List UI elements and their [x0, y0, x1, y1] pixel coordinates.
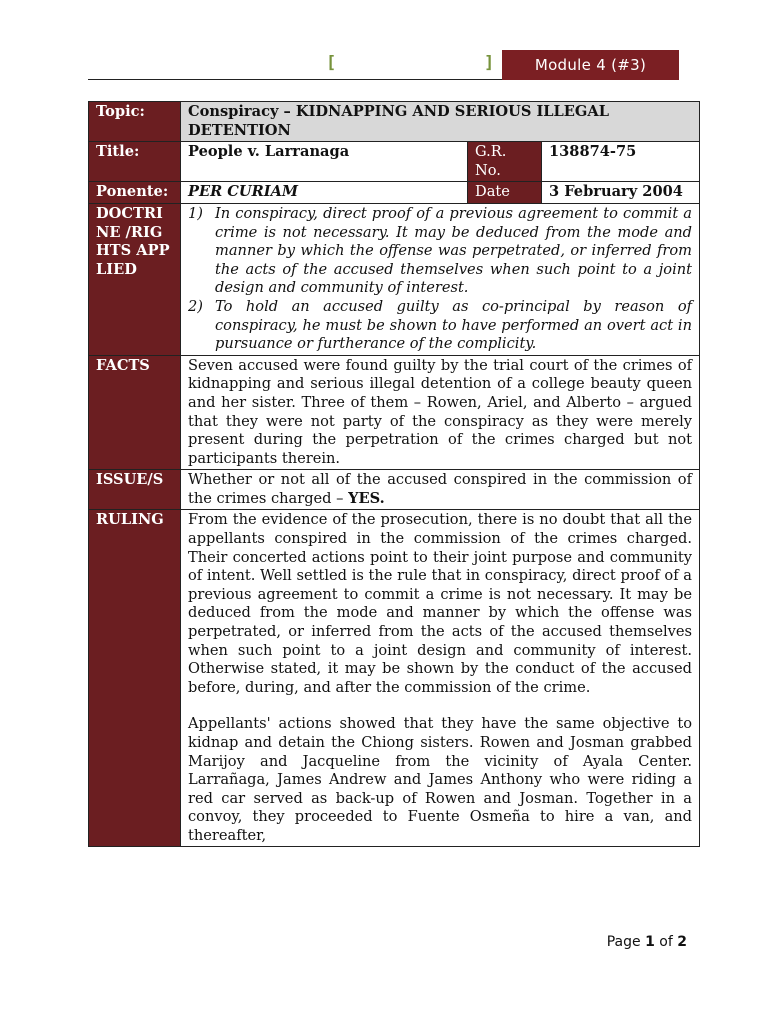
issues-row: [89, 470, 700, 510]
doctrine-item: 1) In conspiracy, direct proof of a previous agreement to commit a crime is not necessary. It may be deduced from the mode and manner by which the offense was perpetrated, or inferred from the acts of the accused themselves when such point to a joint design and community of interest.: [188, 204, 693, 297]
ponente-label: Ponente:: [89, 182, 181, 204]
gr-no-value: 138874-75: [542, 142, 700, 182]
doctrine-row: [89, 203, 700, 355]
date-label: Date: [468, 182, 542, 204]
facts-text: Seven accused were found guilty by the trial court of the crimes of kidnapping and serious illegal detention of a college beauty queen and her sister. Three of them – Rowen, Ariel, and Alberto – argued that they were not party of the conspiracy as they were merely present during the perpetration of the crimes charged but not participants therein.: [188, 356, 693, 467]
page-number: Page 1 of 2: [606, 934, 687, 950]
gr-no-label: G.R. No.: [468, 142, 542, 182]
doctrine-cell: [181, 203, 700, 355]
case-title: People v. Larranaga: [181, 142, 468, 182]
issues-label: ISSUE/S: [89, 470, 181, 510]
ruling-cell: [181, 510, 700, 846]
ponente-row: [89, 182, 700, 204]
topic-value: Conspiracy – KIDNAPPING AND SERIOUS ILLEGAL DETENTION: [181, 102, 700, 142]
header-bracket-close: ]: [484, 53, 495, 73]
topic-row: [89, 102, 700, 142]
facts-row: [89, 355, 700, 470]
ruling-paragraph: Appellants' actions showed that they have the same objective to kidnap and detain the Chiong sisters. Rowen and Josman grabbed Marijoy and Jacqueline from the vicinity of Ayala Center. Larrañaga, James Andrew and James Anthony who were riding a red car served as back-up of Rowen and Josman. Together in a convoy, they proceeded to Fuente Osmeña to hire a van, and thereafter,: [188, 715, 693, 844]
ruling-paragraph: From the evidence of the prosecution, there is no doubt that all the appellants conspired in the commission of the crimes charged. Their concerted actions point to their joint purpose and community of intent. Well settled is the rule that in conspiracy, direct proof of a previous agreement to commit a crime is not necessary. It may be deduced from the mode and manner by which the offense was perpetrated, or inferred from the acts of the accused themselves when such point to a joint design and community of interest. Otherwise stated, it may be shown by the conduct of the accused before, during, and after the commission of the crime.: [188, 511, 693, 696]
issues-cell: [181, 470, 700, 510]
ruling-row: [89, 510, 700, 846]
ponente-value: PER CURIAM: [181, 182, 468, 204]
header-rule: [88, 50, 502, 80]
module-badge: Module 4 (#3): [502, 50, 679, 80]
date-value: 3 February 2004: [542, 182, 700, 204]
ruling-label: RULING: [89, 510, 181, 846]
doctrine-item: 2) To hold an accused guilty as co-principal by reason of conspiracy, he must be shown to have performed an overt act in pursuance or furtherance of the complicity.: [188, 297, 693, 353]
facts-cell: [181, 355, 700, 470]
doctrine-list: [188, 205, 692, 354]
issue-text: Whether or not all of the accused conspired in the commission of the crimes charged –: [188, 471, 693, 507]
title-row: [89, 142, 700, 182]
doctrine-label: DOCTRINE /RIGHTS APPLIED: [89, 203, 181, 355]
title-label: Title:: [89, 142, 181, 182]
header-bracket-open: [: [326, 53, 337, 73]
case-digest-table: [88, 101, 700, 847]
facts-label: FACTS: [89, 355, 181, 470]
issue-answer: YES.: [348, 489, 385, 507]
topic-label: Topic:: [89, 102, 181, 142]
